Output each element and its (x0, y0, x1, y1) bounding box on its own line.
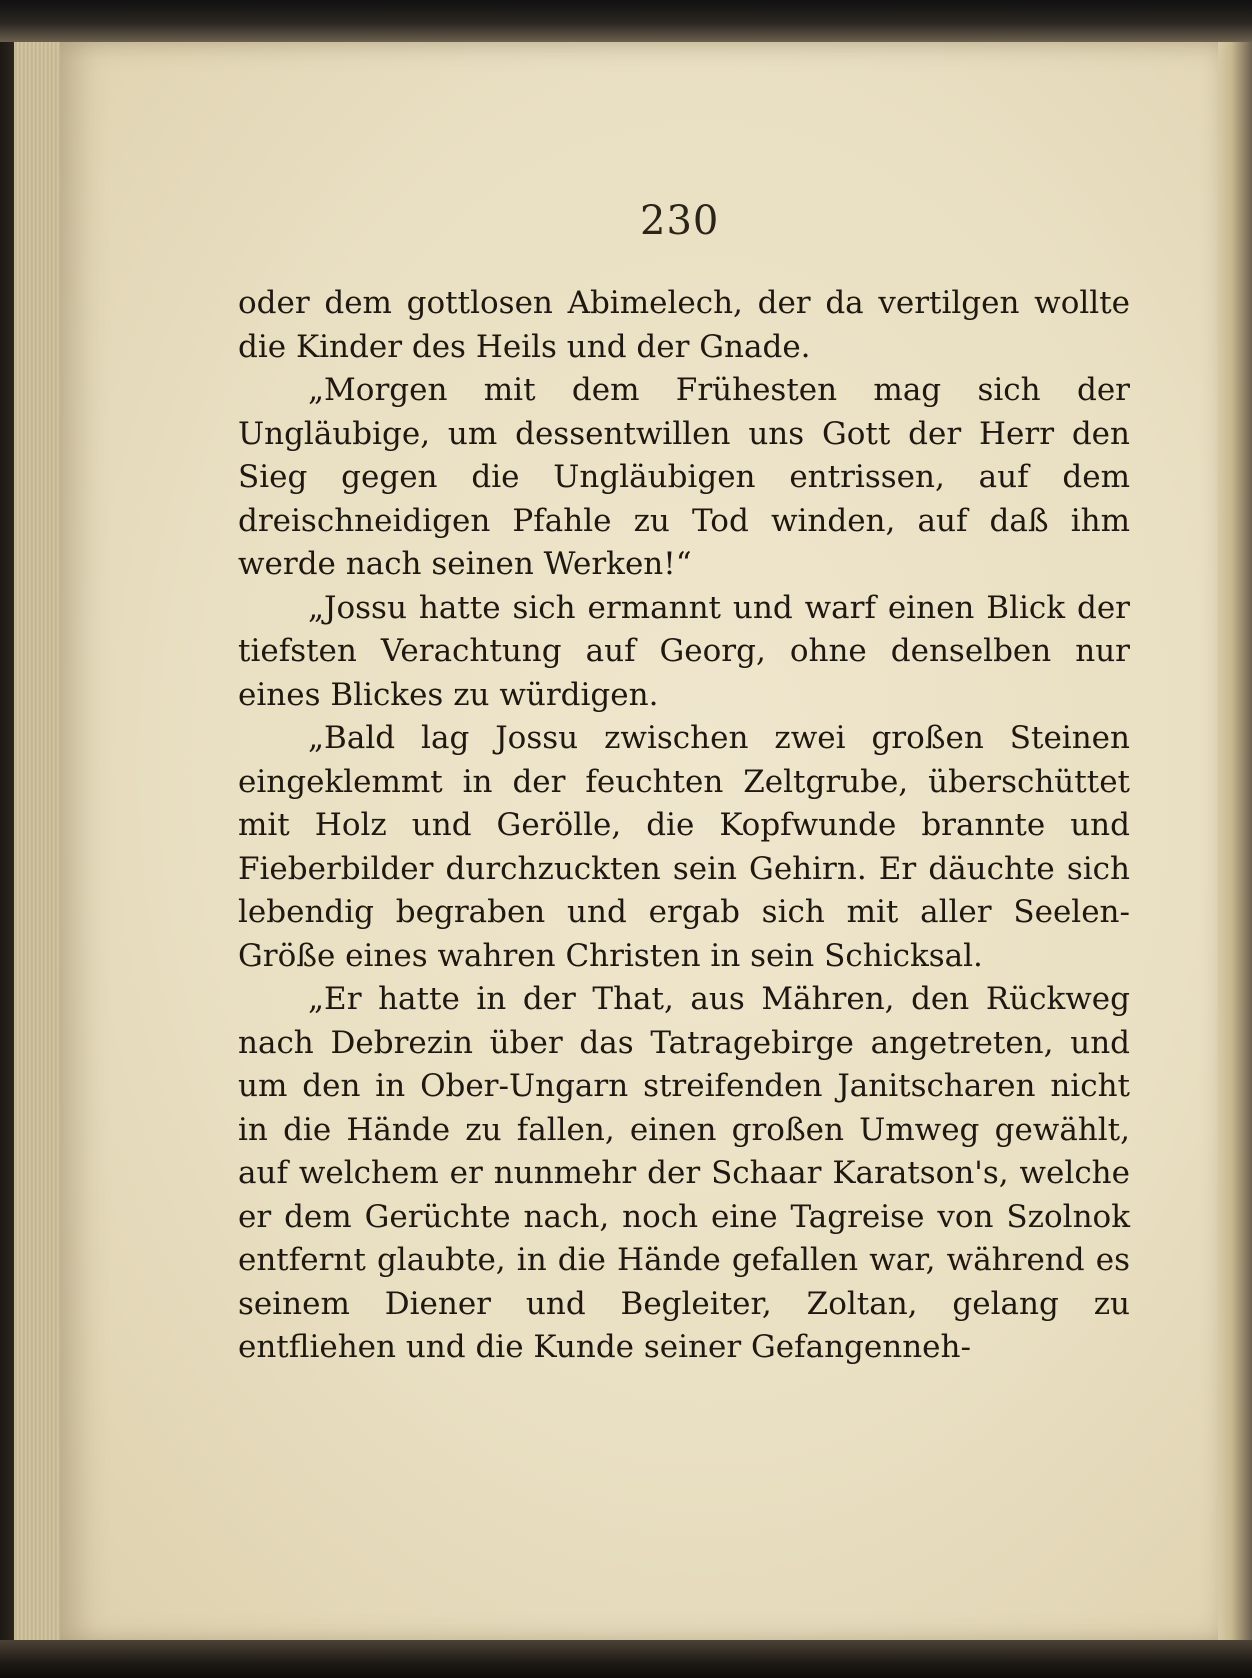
paragraph: „Jossu hatte sich ermannt und warf einen Blick der tiefsten Verachtung auf Georg, ohne denselben nur eines Blickes zu würdigen. (238, 589, 1130, 713)
paragraph: „Er hatte in der That, aus Mähren, den Rückweg nach Debrezin über das Tatragebirge angetreten, und um den in Ober-Ungarn streifenden Janitscharen nicht in die Hände zu fallen, einen großen Umweg gewählt, auf welchem er nunmehr der Schaar Karatson's, welche er dem Gerüchte nach, noch eine Tagreise von Szolnok entfernt glaubte, in die Hände gefallen war, während es seinem Diener und Begleiter, Zoltan, gelang zu entfliehen und die Kunde seiner Gefangenneh- (238, 981, 1130, 1365)
paragraph: oder dem gottlosen Abimelech, der da vertilgen wollte die Kinder des Heils und der Gnade. (238, 285, 1130, 365)
top-binding-edge (0, 0, 1252, 42)
page-number: 230 (640, 198, 720, 244)
paragraph: „Morgen mit dem Frühesten mag sich der Ungläubige, um dessentwillen uns Gott der Herr den Sieg gegen die Ungläubigen entrissen, auf dem dreischneidigen Pfahle zu Tod winden, auf daß ihm werde nach seinen Werken!“ (238, 372, 1130, 582)
stacked-page-edges (14, 30, 65, 1640)
right-page-edge (1218, 40, 1252, 1645)
bottom-binding-edge (0, 1640, 1252, 1678)
body-text (238, 282, 1130, 1370)
paragraph: „Bald lag Jossu zwischen zwei großen Steinen eingeklemmt in der feuchten Zeltgrube, überschüttet mit Holz und Gerölle, die Kopfwunde brannte und Fieberbilder durchzuckten sein Gehirn. Er däuchte sich lebendig begraben und ergab sich mit aller Seelen-Größe eines wahren Christen in sein Schicksal. (238, 720, 1130, 974)
